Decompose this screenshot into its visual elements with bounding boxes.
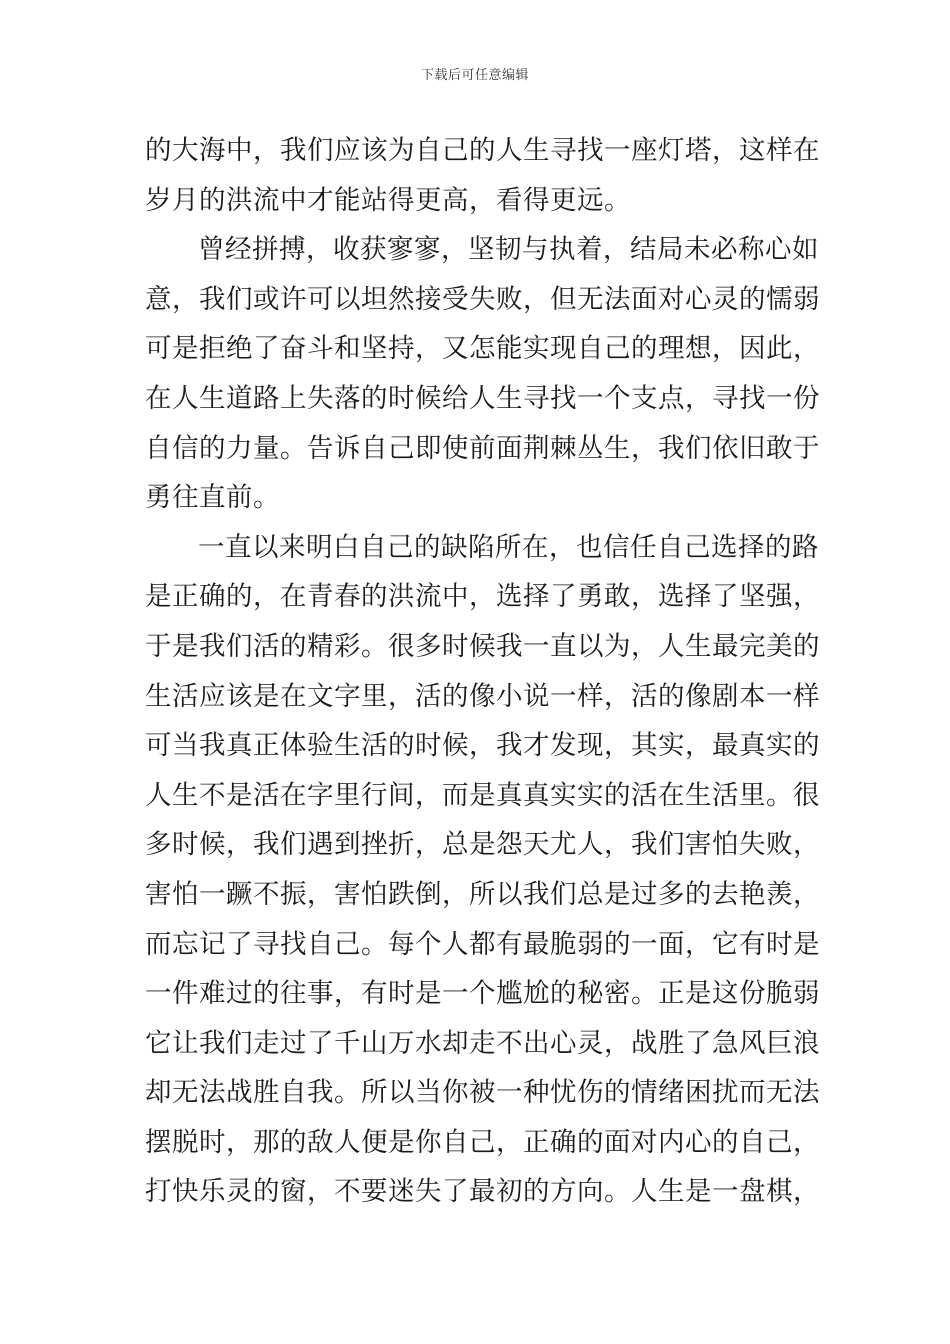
document-body [145,126,820,1217]
text-line: 可是拒绝了奋斗和坚持，又怎能实现自己的理想，因此， [145,333,820,365]
text-line: 人生不是活在字里行间，而是真真实实的活在生活里。很 [145,779,820,811]
text-line: 打快乐灵的窗，不要迷失了最初的方向。人生是一盘棋， [145,1176,820,1208]
text-line: 自信的力量。告诉自己即使前面荆棘丛生，我们依旧敢于 [145,432,820,464]
text-line: 勇往直前。 [145,482,280,514]
text-line: 而忘记了寻找自己。每个人都有最脆弱的一面，它有时是 [145,928,820,960]
text-line: 于是我们活的精彩。很多时候我一直以为，人生最完美的 [145,630,820,662]
text-line: 的大海中，我们应该为自己的人生寻找一座灯塔，这样在 [145,135,820,166]
text-line: 一直以来明白自己的缺陷所在，也信任自己选择的路 [198,531,819,563]
text-line: 生活应该是在文字里，活的像小说一样，活的像剧本一样 [145,680,820,712]
text-line: 一件难过的往事，有时是一个尴尬的秘密。正是这份脆弱 [145,978,820,1010]
text-line: 多时候，我们遇到挫折，总是怨天尤人，我们害怕失败， [145,829,820,861]
text-line: 在人生道路上失落的时候给人生寻找一个支点，寻找一份 [145,382,820,414]
text-line: 却无法战胜自我。所以当你被一种忧伤的情绪困扰而无法 [145,1077,820,1109]
text-line: 害怕一蹶不振，害怕跌倒，所以我们总是过多的去艳羡， [145,878,820,910]
text-line: 是正确的，在青春的洪流中，选择了勇敢，选择了坚强， [145,581,820,613]
text-line: 岁月的洪流中才能站得更高，看得更远。 [145,184,631,216]
text-line: 曾经拼搏，收获寥寥，坚韧与执着，结局未必称心如 [198,234,819,266]
text-line: 意，我们或许可以坦然接受失败，但无法面对心灵的懦弱 [145,283,820,315]
page-header: 下载后可任意编辑 [420,68,529,83]
text-line: 它让我们走过了千山万水却走不出心灵，战胜了急风巨浪 [145,1027,820,1059]
text-line: 摆脱时，那的敌人便是你自己，正确的面对内心的自己， [145,1126,820,1158]
text-line: 可当我真正体验生活的时候，我才发现，其实，最真实的 [145,730,820,762]
